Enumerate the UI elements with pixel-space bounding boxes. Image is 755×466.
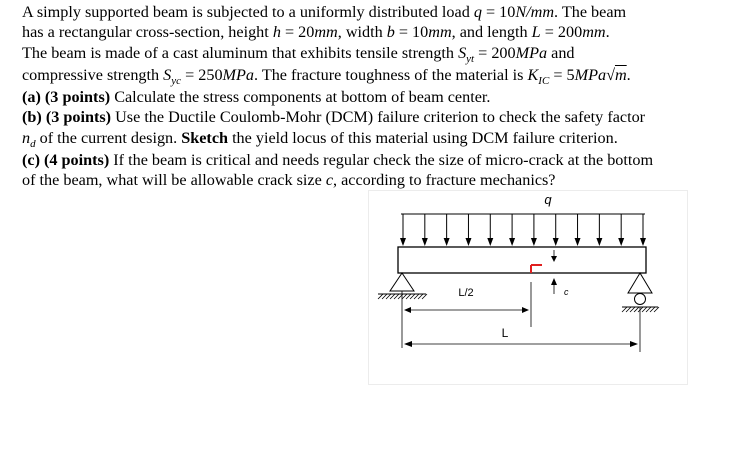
text: The beam is made of a cast aluminum that exhibits tensile strength [22, 43, 459, 62]
span-label: L [501, 326, 509, 340]
part-c-line-1 [22, 150, 742, 170]
sqrt-sign: √ [606, 65, 615, 84]
load-label: q [544, 192, 552, 207]
length-value: = 200 [540, 23, 583, 42]
text: . The fracture toughness of the material is [254, 65, 528, 84]
fracture-toughness-symbol: K [527, 65, 539, 84]
part-a [22, 87, 742, 107]
compressive-strength-unit: MPa [222, 65, 255, 84]
fracture-toughness-value: = 5 [549, 65, 575, 84]
load-unit: N/mm [515, 3, 555, 21]
load-value: = 10 [481, 3, 516, 21]
part-b-text: Use the Ductile Coulomb-Mohr (DCM) failure criterion to check the safety factor [111, 108, 646, 127]
text: A simply supported beam is subjected to a uniformly distributed load [22, 3, 474, 21]
subscript: IC [538, 74, 550, 87]
tensile-strength-value: = 200 [474, 43, 516, 62]
subscript: yc [171, 74, 182, 87]
text: , and length [451, 23, 532, 42]
safety-factor-symbol: n [22, 128, 31, 147]
compressive-strength-symbol: S [163, 65, 172, 84]
fracture-toughness-unit: MPa [574, 65, 607, 84]
part-b-label: (b) (3 points) [22, 108, 112, 127]
problem-statement [22, 2, 742, 191]
compressive-strength-value: = 250 [181, 65, 223, 84]
height-value: = 20 [280, 23, 315, 42]
part-b-text: the yield locus of this material using DCM failure criterion. [228, 128, 618, 147]
sketch-keyword: Sketch [181, 128, 229, 147]
length-symbol: L [531, 23, 541, 42]
tensile-strength-symbol: S [458, 43, 467, 62]
part-b-text: of the current design. [35, 128, 182, 147]
half-span-label: L/2 [458, 287, 474, 299]
part-c-line-2 [22, 170, 742, 190]
text: and [547, 43, 575, 62]
beam-figure [368, 190, 688, 385]
beam-body [398, 247, 646, 273]
text: has a rectangular cross-section, height [22, 23, 273, 42]
text: . [605, 23, 610, 42]
problem-line-4 [22, 65, 742, 87]
part-b-line-2 [22, 128, 742, 150]
part-c-text: of the beam, what will be allowable crack size [22, 171, 326, 190]
crack-symbol: c [325, 171, 334, 190]
tensile-strength-unit: MPa [515, 43, 548, 62]
problem-line-2 [22, 22, 742, 42]
beam-diagram [368, 190, 688, 385]
crack-label: c [564, 287, 569, 297]
load-symbol: q [473, 3, 482, 21]
part-c-text: If the beam is critical and needs regular check the size of micro-crack at the bottom [109, 151, 654, 170]
width-unit: mm [428, 23, 452, 42]
width-value: = 10 [394, 23, 429, 42]
meter-symbol: m [614, 65, 627, 84]
part-c-text: , according to fracture mechanics? [333, 171, 556, 190]
text: compressive strength [22, 65, 164, 84]
problem-line-3 [22, 43, 742, 65]
part-c-label: (c) (4 points) [22, 151, 110, 170]
part-b-line-1 [22, 107, 742, 127]
text: . The beam [554, 3, 627, 21]
text: . [626, 65, 631, 84]
length-unit: mm [582, 23, 606, 42]
height-symbol: h [272, 23, 281, 42]
part-a-text: Calculate the stress components at bottom of beam center. [110, 88, 491, 107]
text: , width [337, 23, 387, 42]
roller-wheel [635, 294, 646, 305]
width-symbol: b [386, 23, 395, 42]
subscript: yt [466, 52, 475, 65]
part-a-label: (a) (3 points) [22, 88, 111, 107]
height-unit: mm [314, 23, 338, 42]
problem-line-1 [22, 2, 742, 22]
subscript: d [30, 137, 36, 150]
